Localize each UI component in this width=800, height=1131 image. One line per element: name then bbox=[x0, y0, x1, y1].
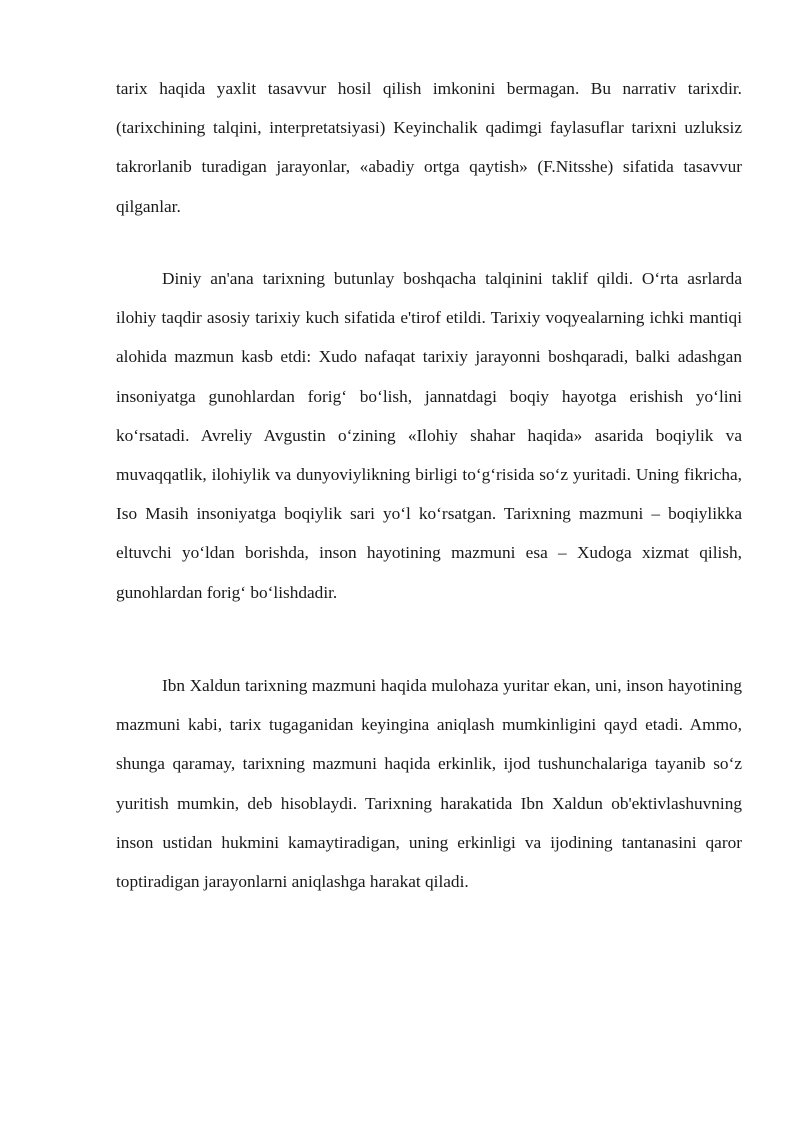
paragraph-text: tarix haqida yaxlit tasavvur hosil qilish imkonini bermagan. Bu narrativ tarixdir. (tarixchining talqini, interpretatsiyasi) Keyinchalik qadimgi faylasuflar tarixni uzluksiz takrorlanib turadigan jarayonlar, «abadiy ortga qaytish» (F.Nitsshe) sifatida tasavvur qilganlar. bbox=[116, 79, 742, 216]
paragraph-text: Ibn Xaldun tarixning mazmuni haqida mulohaza yuritar ekan, uni, inson hayotining mazmuni kabi, tarix tugaganidan keyingina aniqlash mumkinligini qayd etadi. Ammo, shunga qaramay, tarixning mazmuni haqida erkinlik, ijod tushunchalariga tayanib so‘z yuritish mumkin, deb hisoblaydi. Tarixning harakatida Ibn Xaldun ob'ektivlashuvning inson ustidan hukmini kamaytiradigan, uning erkinligi va ijodining tantanasini qaror toptiradigan jarayonlarni aniqlashga harakat qiladi. bbox=[116, 676, 742, 892]
paragraph-continuation bbox=[116, 69, 742, 226]
paragraph-religious-tradition bbox=[116, 259, 742, 612]
paragraph-ibn-khaldun bbox=[116, 666, 742, 901]
paragraph-text: Diniy an'ana tarixning butunlay boshqacha talqinini taklif qildi. O‘rta asrlarda ilohiy taqdir asosiy tarixiy kuch sifatida e'tirof etildi. Tarixiy voqyealarning ichki mantiqi alohida mazmun kasb etdi: Xudo nafaqat tarixiy jarayonni boshqaradi, balki adashgan insoniyatga gunohlardan forig‘ bo‘lish, jannatdagi boqiy hayotga erishish yo‘lini ko‘rsatadi. Avreliy Avgustin o‘zining «Ilohiy shahar haqida» asarida boqiylik va muvaqqatlik, ilohiylik va dunyoviylikning birligi to‘g‘risida so‘z yuritadi. Uning fikricha, Iso Masih insoniyatga boqiylik sari yo‘l ko‘rsatgan. Tarixning mazmuni – boqiylikka eltuvchi yo‘ldan borishda, inson hayotining mazmuni esa – Xudoga xizmat qilish, gunohlardan forig‘ bo‘lishdadir. bbox=[116, 269, 742, 602]
